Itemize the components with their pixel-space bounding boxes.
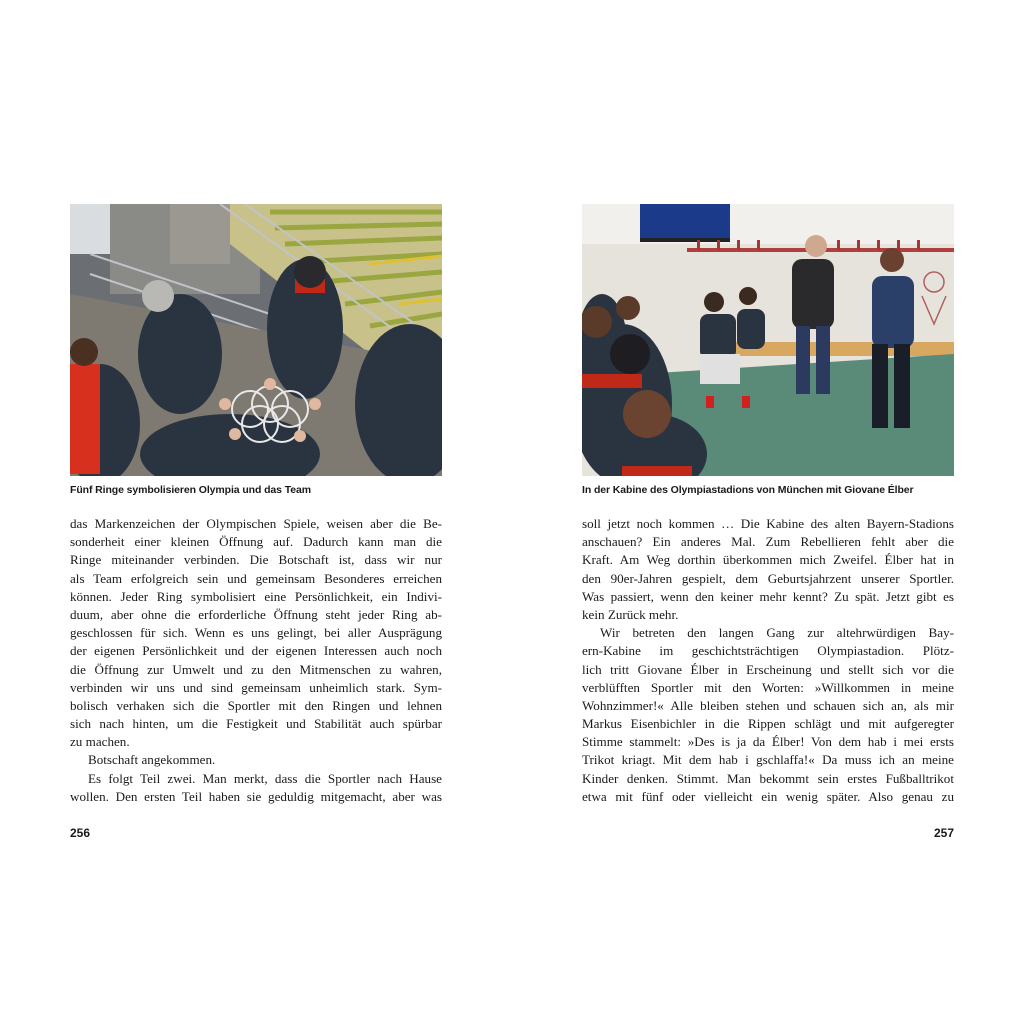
text-line: Botschaft angekommen. [88,752,216,768]
text-line: zu machen. [70,734,130,750]
text-line: Wohnzimmer!« Alle bleiben stehen und schauen sich an, als mir [582,697,954,713]
text-line: Ringe miteinander verbinden. Die Botschaft ist, dass wir nur [70,552,442,568]
text-line: Kinder denken. Stimmt. Man bekommt sein erstes Fußballtrikot [582,770,954,786]
text-line: das Markenzeichen der Olympischen Spiele, weisen aber die Be- [70,516,442,531]
text-line: Markus Eisenbichler in die Rippen schlägt und mit aufgeregter [582,716,954,732]
text-line: die Öffnung zur Umwelt und zu den Mitmenschen zu wahren, [70,661,442,677]
body-text [70,515,442,815]
text-line: verblüfften Sportler mit den Worten: »Willkommen in meine [582,679,954,695]
page-number: 257 [933,826,954,840]
team-rings-photo-icon [70,204,442,476]
text-line: geschlossen für sich. Wenn es uns gelingt, bei aller Ausprägung [70,625,442,641]
text-line: Wir betreten den langen Gang zur altehrwürdigen Bay- [600,625,954,641]
page-number: 256 [70,826,91,840]
text-line: soll jetzt noch kommen … Die Kabine des alten Bayern-Stadions [582,516,954,531]
text-line: etwa mit fünf oder vielleicht ein wenig später. Also genau zu [582,788,954,804]
text-line: können. Jeder Ring symbolisiert eine Persönlichkeit, ein Indivi- [70,588,442,604]
photo-caption: Fünf Ringe symbolisieren Olympia und das Team [70,484,311,496]
photo-caption: In der Kabine des Olympiastadions von München mit Giovane Élber [582,484,914,496]
text-line: Es folgt Teil zwei. Man merkt, dass die Sportler nach Hause [88,770,442,786]
locker-room-photo [582,204,954,476]
text-line: Kraft. Am Weg dorthin überkommen mich Zweifel. Élber hat in [582,552,954,568]
text-line: Was passiert, wenn den keiner mehr kennt? Zu spät. Jetzt gibt es [582,588,954,604]
text-line: den 90er-Jahren gespielt, dem Geburtsjahrzent unserer Sportler. [582,570,954,586]
text-line: sich nach hinten, um die Festigkeit und Stabilität auch spürbar [70,716,442,732]
text-line: anschauen? Ein anderes Mal. Zum Rebellieren fehlt aber die [582,534,954,550]
text-line: Stimme stammelt: »Des is ja da Élber! Von dem hab i mei ersts [582,734,954,750]
team-rings-photo [70,204,442,476]
text-line: kein Zurück mehr. [582,606,679,622]
text-line: als Team erfolgreich sein und gemeinsam Besonderes erreichen [70,570,442,586]
text-line: verbinden wir uns und sind gemeinsam unheimlich stark. Sym- [70,679,442,695]
text-line: wollen. Den ersten Teil haben sie geduldig mitgemacht, aber was [70,788,442,804]
text-line: Trikot kriagt. Mit dem hab i gschlaffa!« Da muss ich an meine [582,752,954,768]
text-line: bolisch verhaken sich die Sportler mit den Ringen und lehnen [70,697,442,713]
body-text [582,515,954,815]
text-line: der eigenen Persönlichkeit und der eigenen Interessen auch noch [70,643,442,659]
text-line: duum, aber ohne die erforderliche Öffnung steht jeder Ring ab- [70,606,442,622]
locker-room-photo-icon [582,204,954,476]
text-line: ern-Kabine im geschichtsträchtigen Olympiastadion. Plötz- [582,643,954,659]
text-line: sonderheit einer kleinen Öffnung auf. Dadurch kann man die [70,534,442,550]
text-line: lich tritt Giovane Élber in Erscheinung und stellt sich vor die [582,661,954,677]
